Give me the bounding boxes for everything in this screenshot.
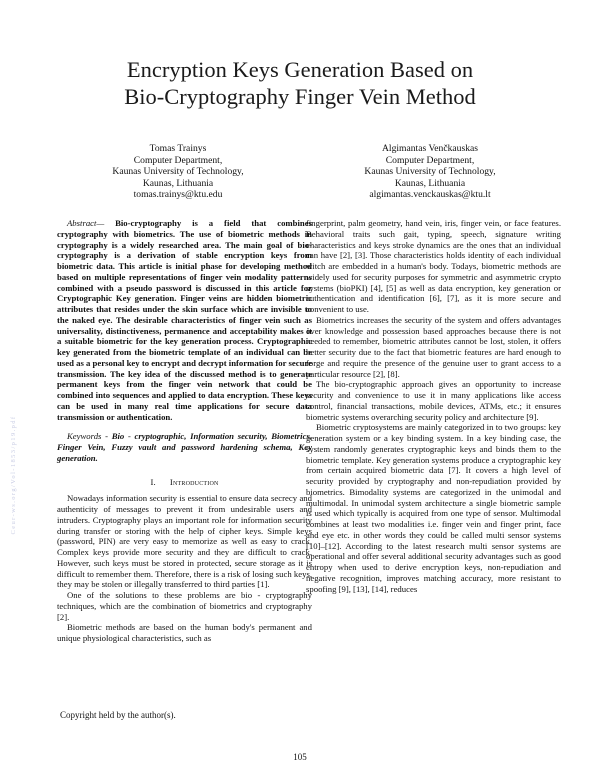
body-paragraph-3: The bio-cryptographic approach gives an opportunity to increase security and convenience to use it in many applications like access control, financial transactions, mobile devices, ATMs, etc.; it ensures biometric systems overarching security policy and architecture [9]. [306,379,561,422]
author-city: Kaunas, Lithuania [394,177,466,189]
author-email: algimantas.venckauskas@ktu.lt [369,189,491,201]
intro-paragraph-2: One of the solutions to these problems are bio - cryptography techniques, which are the combination of biometrics and cryptography [2]. [57,590,312,622]
page-number: 105 [293,752,307,762]
keywords-label: Keywords - [67,431,109,442]
section-number: I. [150,476,156,487]
intro-paragraph-1: Nowadays information security is essential to ensure data secrecy and authenticity of messages to prevent it from undesirable users and intruders. Cryptography plays an important role for information security during transfer or storing with the help of cipher keys. Simple keys (password, PIN) are very easy to memorize as well as easy to crack. Complex keys provide more security and they are difficult to crack. However, such keys must be stored in protected, secure storage as it is difficult to remember them. Therefore, there is a risk of losing such keys, they may be stolen or illegally transferred to third parties [1]. [57,493,312,590]
section-heading [57,477,312,488]
title-line-2: Bio-Cryptography Finger Vein Method [124,84,476,109]
author-department: Computer Department, [385,154,475,166]
body-paragraph-1: fingerprint, palm geometry, hand vein, iris, finger vein, or face features. Behavioral traits such gait, typing, speech, signature writing characteristics and keys stroke dynamics are the ones that an individual can have [2], [3]. Those characteristics holds identity of each individual witch are embedded in a human's body. Todays, biometric methods are widely used for security purposes for symmetric and asymmetric crypto systems (bioPKI) [4], [5] as well as data encryption, key generation or authentication and identification [6], [7], as it is more secure and convenient to use. [306,218,561,314]
paper-title [0,56,600,110]
author-department: Computer Department, [133,154,223,166]
abstract-text: Bio-cryptography is a field that combines cryptography with biometrics. The use of biometric methods in cryptography is a widely researched area. The main goal of bio-cryptography is a derivation of stable encryption keys from biometric data. This article is initial phase for developing method based on multiple representations of finger vein modality patterns combined with a pseudo password is discussed in this article for Cryptographic Key generation. Finger veins are hidden biometric attributes that resides under the skin surface which are invisible to the naked eye. The desirable characteristics of finger vein such as universality, distinctiveness, permanence and acceptability makes it a suitable biometric for the key generation process. Cryptographic key generated from the biometric template of an individual can be used as a personal key to encrypt and decrypt information for secure transmission. The key idea of the discussed method is to generate permanent keys from the finger vein network that could be combined into sequences and applied to data encryption. These keys can be used in many real time applications for secure data transmission or authentication. [57,218,312,422]
abstract [57,218,312,422]
right-column [306,218,561,594]
keywords-text: Bio - cryptographic, Information security, Biometrics, Finger Vein, Fuzzy vault and password hardening schema, Key generation. [57,431,312,463]
author-email: tomas.trainys@ktu.edu [133,189,223,201]
side-watermark: Ceur-ws.org/Vol-1853/p19.pdf [10,415,17,535]
abstract-label: Abstract— [67,218,105,228]
author-city: Kaunas, Lithuania [142,177,214,189]
section-title: Introduction [169,476,219,487]
intro-paragraph-3: Biometric methods are based on the human body's permanent and unique physiological characteristics, such as [57,622,312,643]
keywords [57,431,312,463]
body-paragraph-2: Biometrics increases the security of the system and offers advantages over knowledge and possession based approaches because there is not needed to remember, biometric attributes cannot be lost, stolen, it offers better security due to the fact that biometric features are hard enough to forge and require the presence of the genuine user to grant access to a particular resource [2], [8]. [306,314,561,379]
author-name: Algimantas Venčkauskas [381,143,478,154]
title-line-1: Encryption Keys Generation Based on [126,57,474,82]
body-paragraph-4: Biometric cryptosystems are mainly categorized in to two groups: key generation system or a key binding system. In a key binding case, the system randomly generates cryptographic keys and binds them to the biometric template. Key generation systems produce a cryptographic key from certain acquired biometric data [7]. It covers a high level of security provided by cryptography and non-repudiation provided by biometrics. Bimodality systems are categorized in the unimodal and multimodal. In unimodal system architecture a single biometric sample is used which typically is acquired from one type of sensor. Multimodal combines at least two modalities i.e. finger vein and finger print, face and eye etc. in other words they could be called multi sensor systems [10]–[12]. According to the latest research multi sensor systems are operational and offer several additional security advantages such as good entropy when used to derive encryption keys, non-repudiation and negative recognition, improves matching accuracy, more resistant to spoofing [9], [13], [14], reduces [306,422,561,594]
left-column [57,218,312,644]
author-university: Kaunas University of Technology, [364,166,496,178]
author-university: Kaunas University of Technology, [112,166,244,178]
author-block-1 [63,143,293,201]
author-name: Tomas Trainys [149,143,207,154]
copyright-note: Copyright held by the author(s). [60,710,176,720]
author-block-2 [315,143,545,201]
